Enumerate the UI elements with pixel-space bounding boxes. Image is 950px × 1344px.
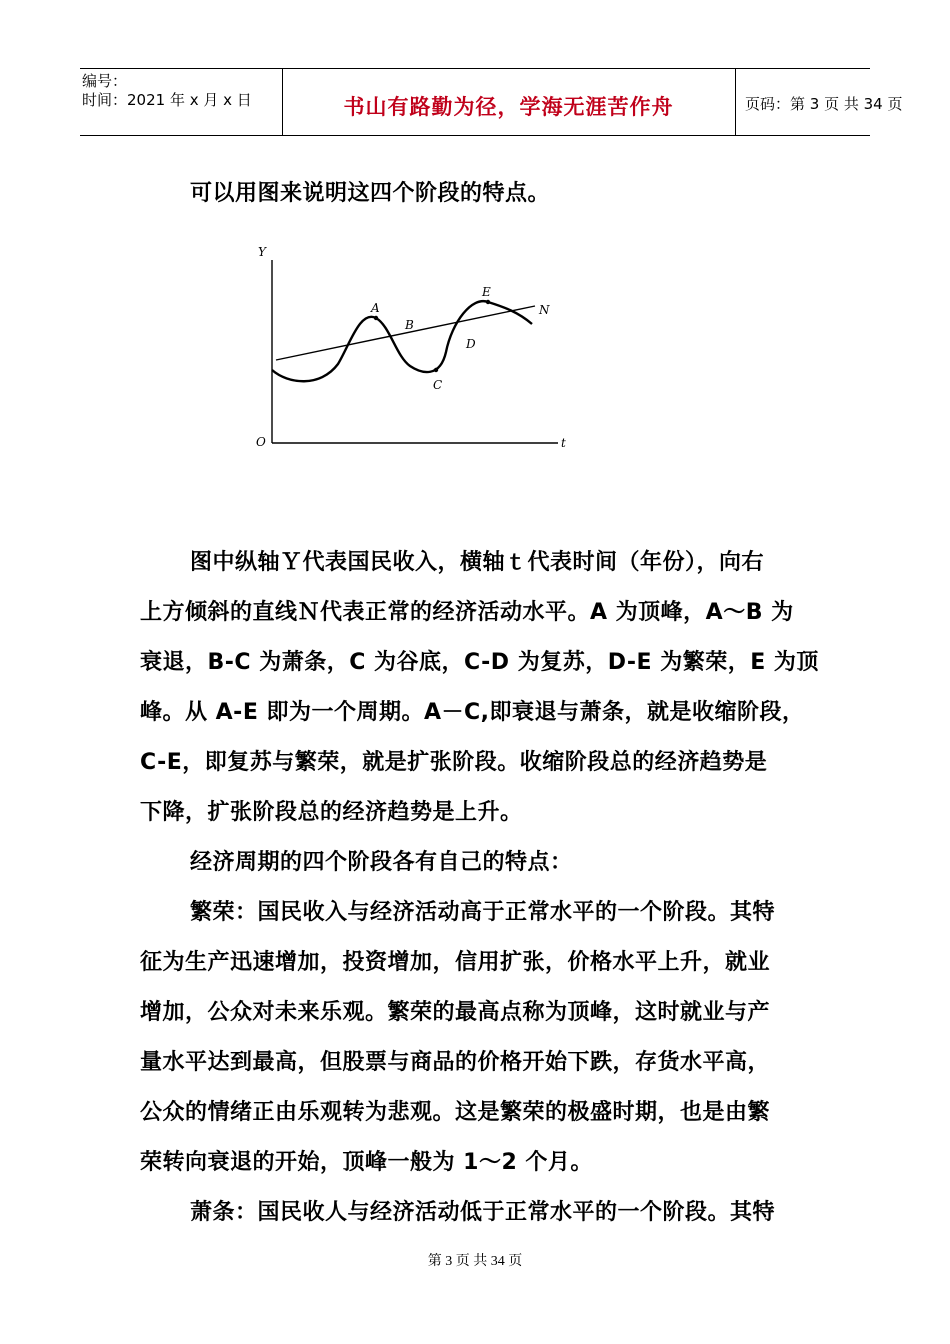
- body-line: 荣转向衰退的开始，顶峰一般为 1～2 个月。: [140, 1150, 593, 1175]
- business-cycle-figure: [250, 240, 590, 460]
- header-motto-cell: [282, 69, 736, 135]
- body-line: 增加，公众对未来乐观。繁荣的最高点称为顶峰，这时就业与产: [140, 1000, 771, 1025]
- point-e: [486, 300, 490, 304]
- label-b: B: [405, 318, 414, 332]
- business-cycle-diagram: [250, 240, 590, 460]
- body-line: 量水平达到最高，但股票与商品的价格开始下跌，存货水平高，: [140, 1050, 771, 1075]
- trend-line-n: [276, 306, 535, 360]
- body-line: 峰。从 A-E 即为一个周期。A－C,即衰退与萧条，就是收缩阶段，: [140, 700, 805, 725]
- intro-text: 可以用图来说明这四个阶段的特点。: [190, 181, 551, 206]
- body-line: 繁荣：国民收入与经济活动高于正常水平的一个阶段。其特: [190, 900, 776, 925]
- time-text: 时间：2021 年 x 月 x 日: [82, 91, 252, 109]
- header-page-cell: [735, 69, 903, 135]
- motto: 书山有路勤为径，学海无涯苦作舟: [343, 95, 674, 119]
- label-c: C: [433, 378, 443, 392]
- label-n: N: [539, 303, 550, 317]
- label-e: E: [482, 285, 491, 299]
- body-line: 萧条：国民收人与经济活动低于正常水平的一个阶段。其特: [190, 1200, 776, 1225]
- cycle-curve: [272, 301, 532, 381]
- body-line: 上方倾斜的直线Ｎ代表正常的经济活动水平。A 为顶峰，A～B 为: [140, 600, 794, 625]
- body-line: C-E，即复苏与繁荣，就是扩张阶段。收缩阶段总的经济趋势是: [140, 750, 768, 775]
- label-y: Y: [258, 245, 266, 259]
- label-a: A: [371, 301, 380, 315]
- body-line: 征为生产迅速增加，投资增加，信用扩张，价格水平上升，就业: [140, 950, 771, 975]
- point-a: [374, 316, 378, 320]
- body-line: 衰退，B-C 为萧条，C 为谷底，C-D 为复苏，D-E 为繁荣，E 为顶: [140, 650, 819, 675]
- page-info: 页码：第 3 页 共 34 页: [745, 95, 903, 113]
- header-meta-cell: [80, 69, 283, 135]
- label-o: O: [256, 435, 266, 449]
- label-d: D: [466, 337, 476, 351]
- body-line: 图中纵轴Ｙ代表国民收入，横轴ｔ代表时间（年份），向右: [190, 550, 765, 575]
- code-label: 编号：: [82, 72, 128, 90]
- page-footer: 第 3 页 共 34 页: [427, 1254, 523, 1269]
- point-c: [434, 368, 438, 372]
- page-header: [80, 68, 903, 136]
- label-t: t: [561, 436, 566, 450]
- body-line: 经济周期的四个阶段各有自己的特点：: [190, 850, 573, 875]
- body-line: 下降，扩张阶段总的经济趋势是上升。: [140, 800, 523, 825]
- body-line: 公众的情绪正由乐观转为悲观。这是繁荣的极盛时期，也是由繁: [140, 1100, 771, 1125]
